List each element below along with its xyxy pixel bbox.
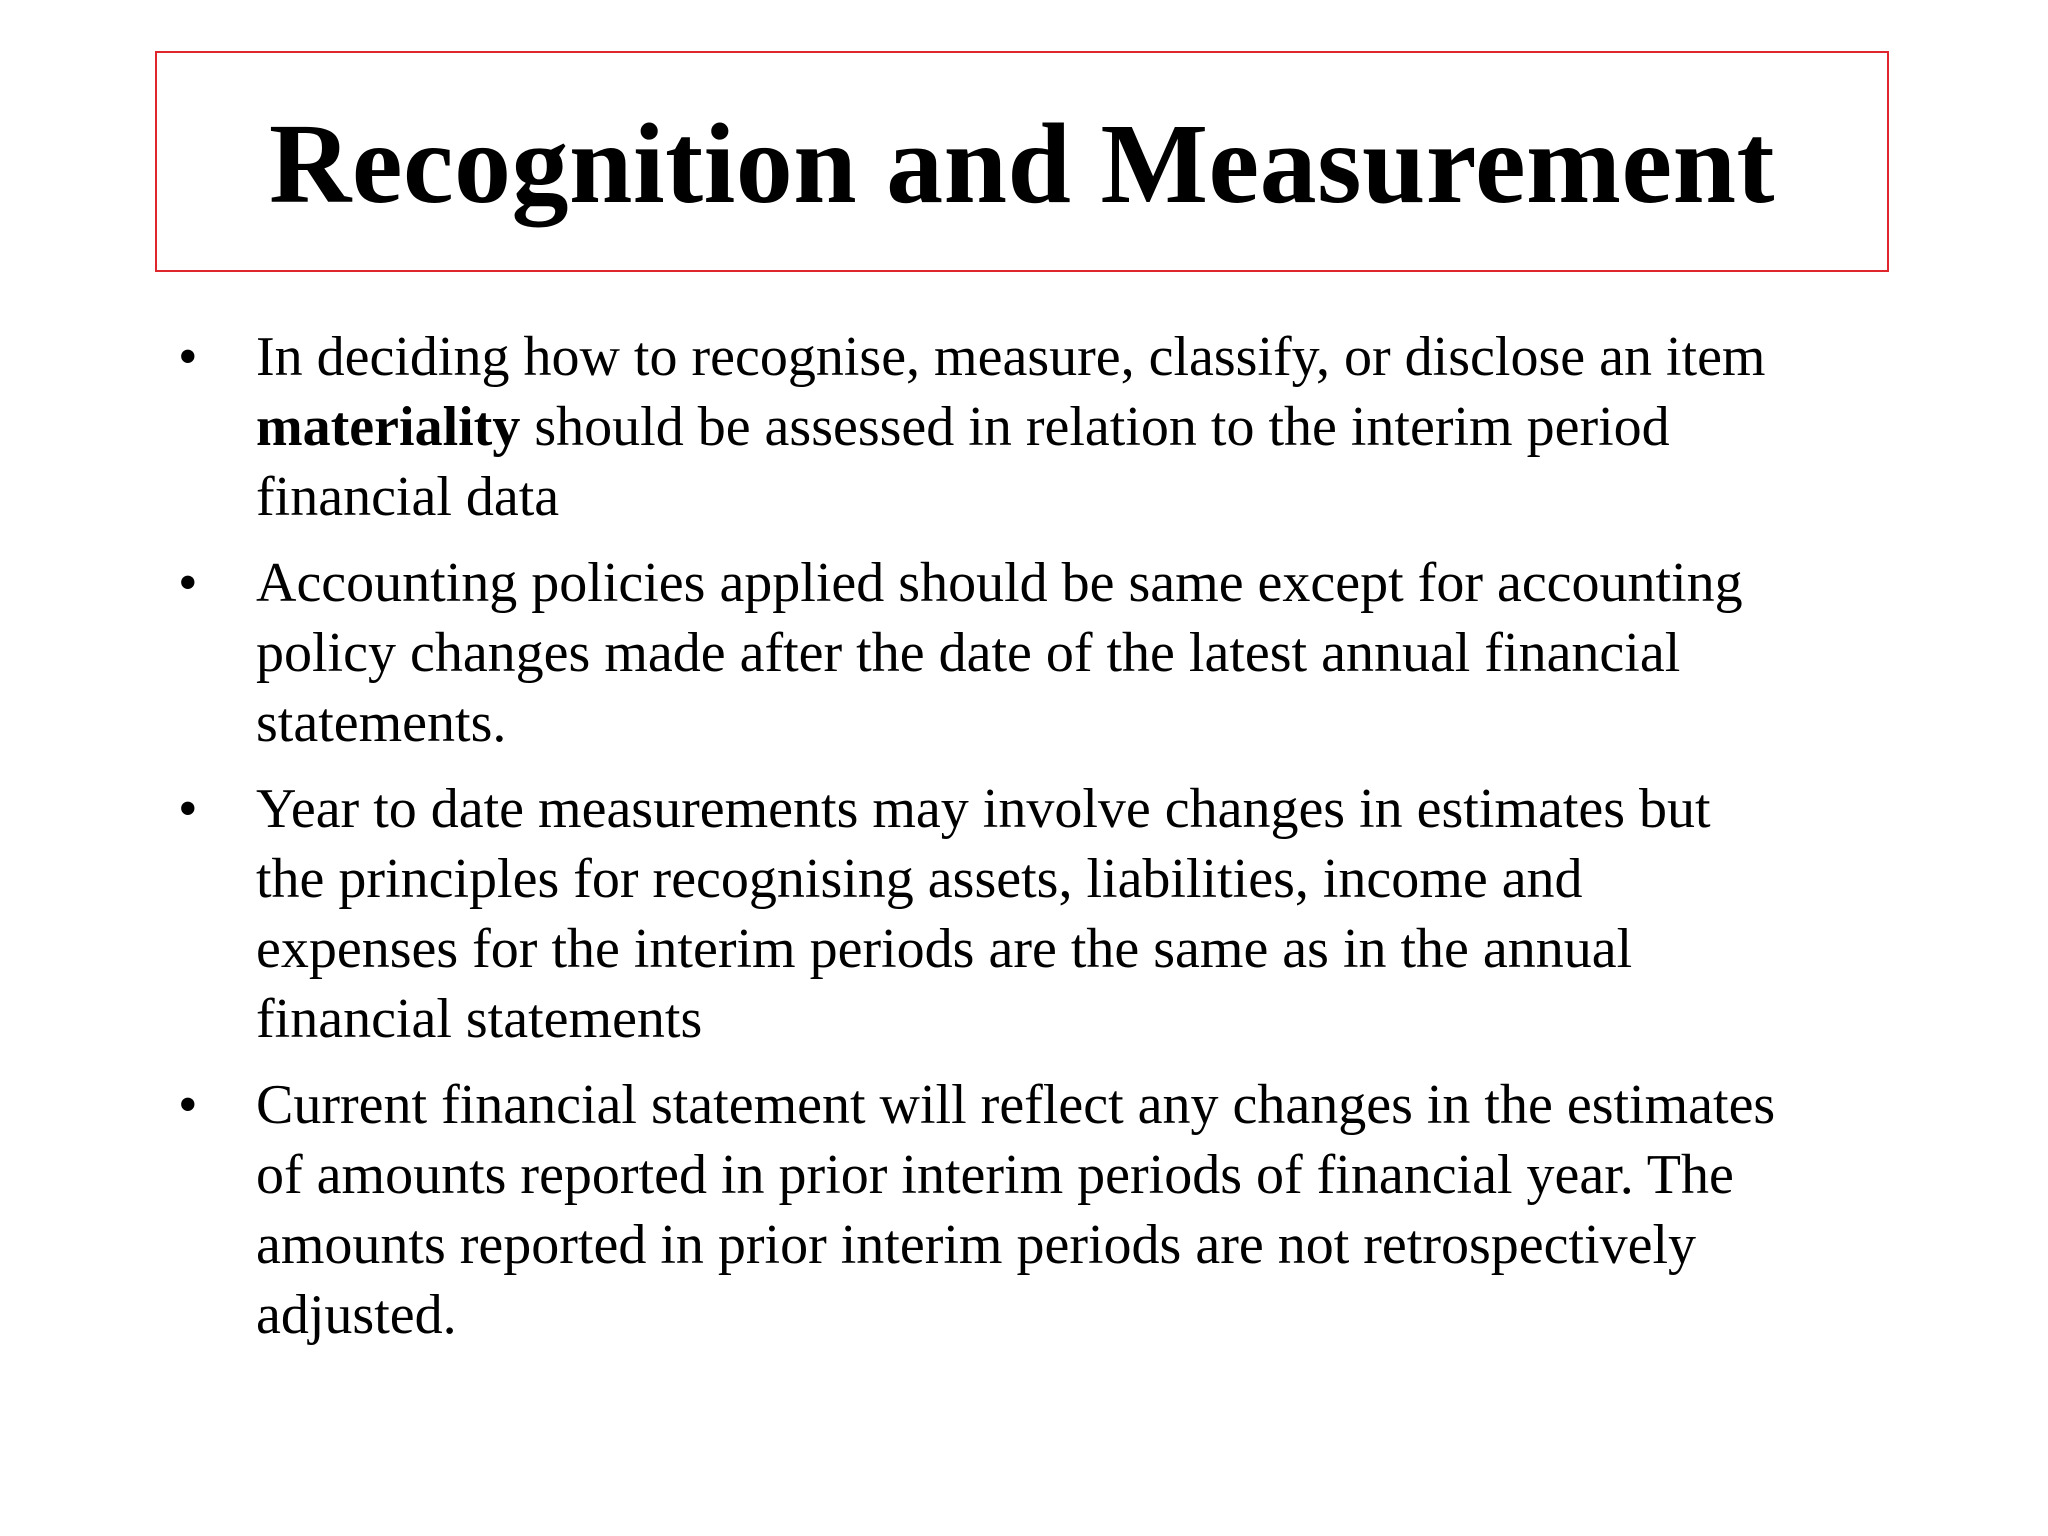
bullet-item-current-statement [176,1070,1976,1350]
bullet-icon: • [178,1074,198,1136]
bullet-bold-term: materiality [256,396,521,458]
bullet-item-accounting-policies [176,548,1976,758]
bullet-line: adjusted. [256,1284,457,1346]
bullet-text [256,1070,1976,1350]
bullet-line: amounts reported in prior interim periods are not retrospectively [256,1214,1697,1276]
bullet-list [176,322,1976,1366]
bullet-line: In deciding how to recognise, measure, classify, or disclose an item [256,326,1766,388]
bullet-line: Accounting policies applied should be same except for accounting [256,552,1743,614]
bullet-line: financial statements [256,988,703,1050]
title-box [155,51,1889,272]
bullet-item-materiality [176,322,1976,532]
bullet-icon: • [178,778,198,840]
slide-title: Recognition and Measurement [269,99,1775,227]
bullet-text [256,774,1976,1054]
bullet-line: expenses for the interim periods are the same as in the annual [256,918,1633,980]
bullet-line: financial data [256,466,560,528]
bullet-line: Year to date measurements may involve changes in estimates but [256,778,1711,840]
bullet-line: Current financial statement will reflect any changes in the estimates [256,1074,1776,1136]
bullet-line: should be assessed in relation to the interim period [520,396,1670,458]
bullet-line: policy changes made after the date of the latest annual financial [256,622,1681,684]
bullet-item-year-to-date [176,774,1976,1054]
bullet-text [256,548,1976,758]
bullet-text [256,322,1976,532]
bullet-line: statements. [256,692,507,754]
bullet-line: the principles for recognising assets, liabilities, income and [256,848,1583,910]
bullet-icon: • [178,326,198,388]
bullet-icon: • [178,552,198,614]
bullet-line: of amounts reported in prior interim periods of financial year. The [256,1144,1734,1206]
